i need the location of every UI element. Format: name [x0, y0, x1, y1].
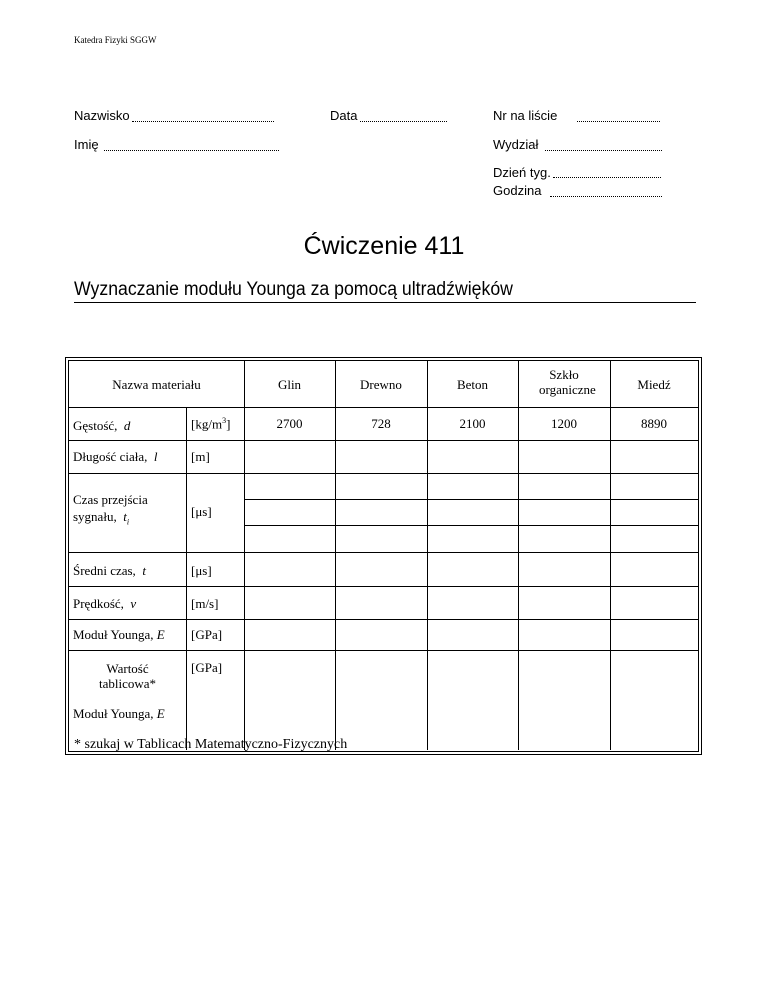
material-header: Beton — [456, 377, 489, 392]
average-time-label: Średni czas, t — [73, 563, 146, 578]
speed-label: Prędkość, v — [73, 596, 137, 611]
average-time-unit: [μs] — [191, 563, 212, 578]
length-unit: [m] — [191, 449, 210, 464]
grid-line — [69, 407, 698, 408]
measurement-table-inner — [68, 360, 699, 752]
faculty-label: Wydział — [493, 137, 539, 152]
hour-field[interactable] — [550, 196, 662, 197]
first-name-label: Imię — [74, 137, 99, 152]
first-name-field[interactable] — [104, 150, 279, 151]
grid-line — [69, 619, 698, 620]
material-header: Drewno — [360, 377, 402, 392]
weekday-field[interactable] — [553, 177, 661, 178]
material-header: Miedź — [637, 377, 671, 392]
grid-line — [69, 473, 698, 474]
surname-field[interactable] — [132, 121, 274, 122]
hour-label: Godzina — [493, 183, 542, 198]
table-young-modulus-label: Moduł Younga, E — [73, 706, 165, 721]
density-value: 2100 — [459, 416, 486, 431]
table-value-label: Wartość tablicowa* — [98, 661, 157, 691]
length-label: Długość ciała, l — [73, 449, 158, 464]
material-header: Glin — [277, 377, 302, 392]
footnote: * szukaj w Tablicach Matematyczno-Fizycznych — [74, 737, 348, 752]
young-modulus-label: Moduł Younga, E — [73, 627, 165, 642]
weekday-label: Dzień tyg. — [493, 165, 551, 180]
material-name-header: Nazwa materiału — [112, 377, 201, 392]
grid-line — [186, 407, 187, 750]
density-value: 8890 — [641, 416, 667, 431]
transit-time-label: Czas przejścia sygnału, $t_i$ — [73, 492, 148, 527]
transit-time-unit: [μs] — [191, 504, 212, 519]
density-unit: $[kg/m^3]$ — [191, 416, 231, 432]
exercise-subtitle: Wyznaczanie modułu Younga za pomocą ultradźwięków — [74, 279, 513, 300]
density-value: 1200 — [551, 416, 577, 431]
date-field[interactable] — [360, 121, 447, 122]
grid-line — [69, 552, 698, 553]
measurement-table — [65, 357, 702, 755]
organization-name: Katedra Fizyki SGGW — [74, 35, 157, 45]
young-modulus-unit: [GPa] — [191, 627, 223, 642]
material-header: Szkło organiczne — [539, 367, 596, 397]
grid-line — [69, 650, 698, 651]
density-value: 728 — [371, 416, 391, 431]
exercise-title: Ćwiczenie 411 — [303, 232, 465, 260]
density-value: 2700 — [276, 416, 303, 431]
faculty-field[interactable] — [545, 150, 662, 151]
list-number-field[interactable] — [577, 121, 660, 122]
subtitle-underline — [74, 302, 696, 303]
grid-line — [69, 586, 698, 587]
speed-unit: [m/s] — [191, 596, 219, 611]
list-number-label: Nr na liście — [493, 108, 558, 123]
grid-line — [244, 499, 698, 500]
grid-line — [244, 525, 698, 526]
surname-label: Nazwisko — [74, 108, 130, 123]
table-value-unit: [GPa] — [191, 660, 223, 675]
density-label: Gęstość, d — [73, 418, 131, 433]
grid-line — [69, 440, 698, 441]
date-label: Data — [330, 108, 358, 123]
